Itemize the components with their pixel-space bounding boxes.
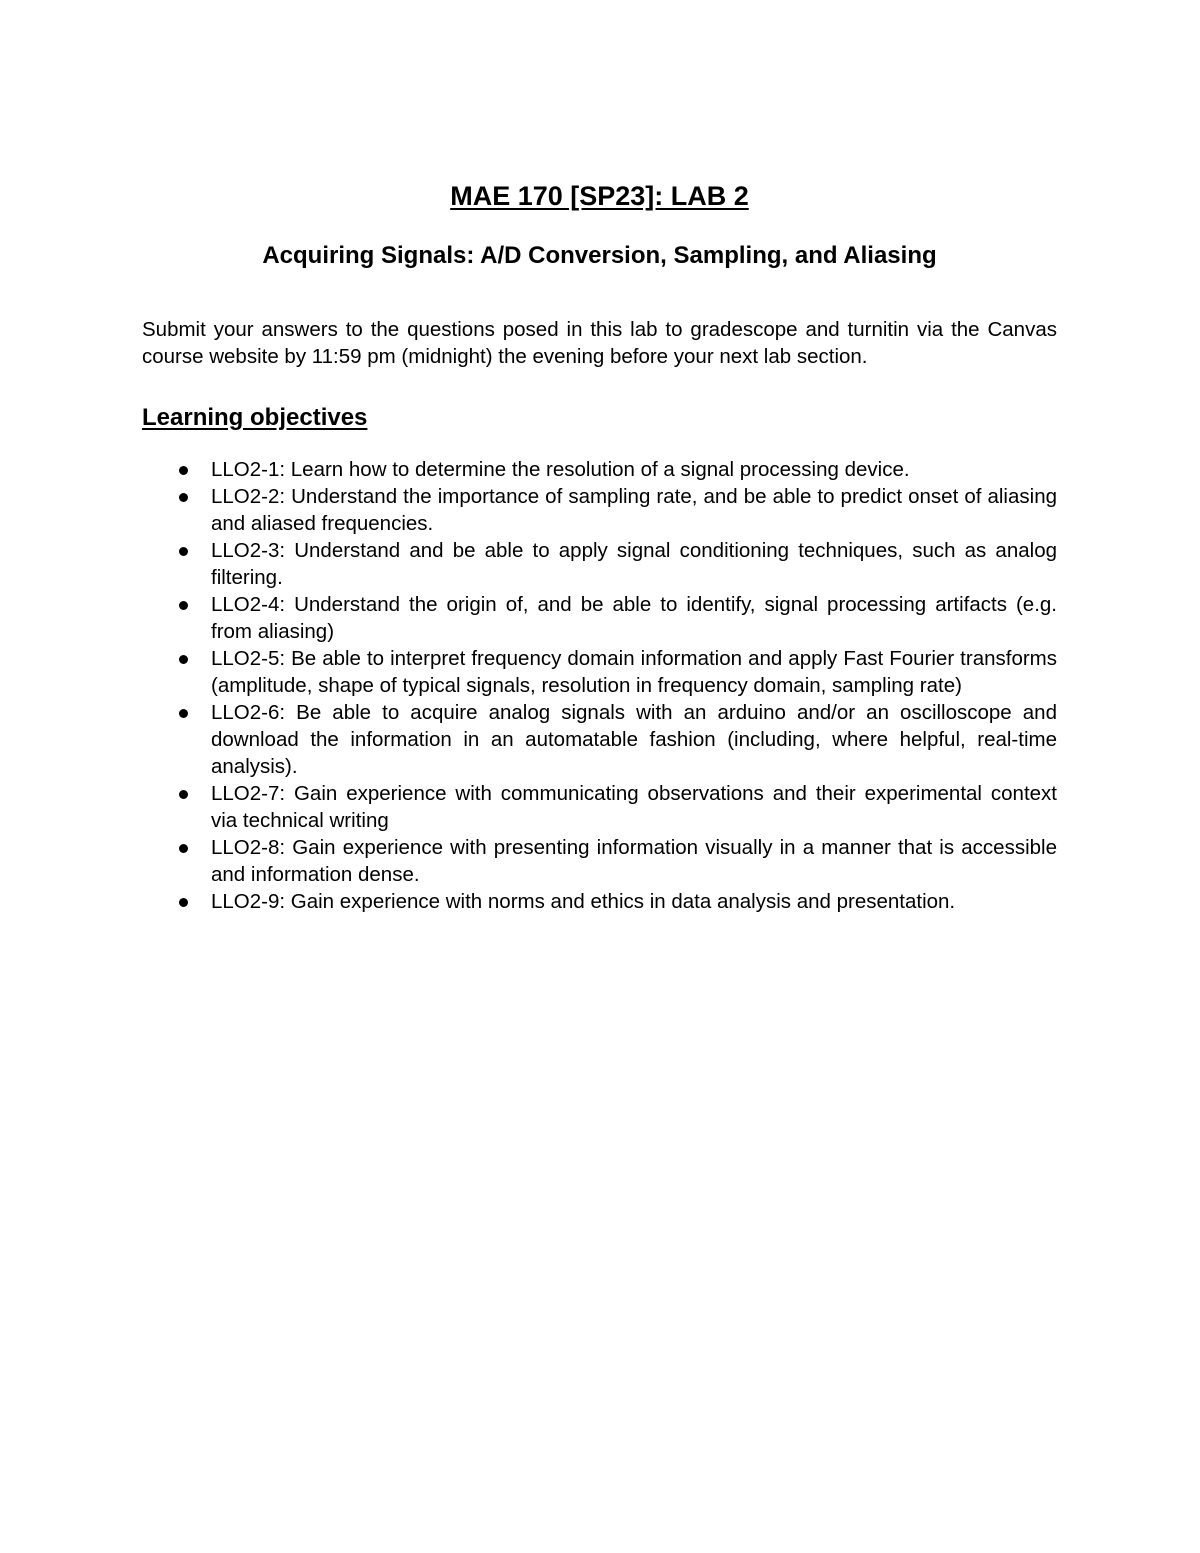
objective-text: LLO2-3: Understand and be able to apply signal conditioning techniques, such as analog filtering. bbox=[211, 538, 1057, 589]
objective-text: LLO2-7: Gain experience with communicating observations and their experimental context via technical writing bbox=[211, 781, 1057, 832]
document-page bbox=[142, 178, 1057, 915]
list-item bbox=[142, 537, 1057, 591]
objective-text: LLO2-9: Gain experience with norms and ethics in data analysis and presentation. bbox=[211, 889, 956, 913]
submission-instructions: Submit your answers to the questions posed in this lab to gradescope and turnitin via the Canvas course website by 11:59 pm (midnight) the evening before your next lab section. bbox=[142, 318, 1057, 368]
list-item bbox=[142, 780, 1057, 834]
bullet-icon bbox=[179, 709, 188, 718]
bullet-icon bbox=[179, 466, 188, 475]
bullet-icon bbox=[179, 655, 188, 664]
bullet-icon bbox=[179, 844, 188, 853]
list-item bbox=[142, 888, 1057, 915]
list-item bbox=[142, 483, 1057, 537]
objective-text: LLO2-6: Be able to acquire analog signals with an arduino and/or an oscilloscope and download the information in an automatable fashion (including, where helpful, real-time analysis). bbox=[211, 700, 1057, 778]
list-item bbox=[142, 645, 1057, 699]
objective-text: LLO2-8: Gain experience with presenting information visually in a manner that is accessible and information dense. bbox=[211, 835, 1057, 886]
document-subtitle: Acquiring Signals: A/D Conversion, Sampling, and Aliasing bbox=[262, 242, 937, 269]
objective-text: LLO2-5: Be able to interpret frequency domain information and apply Fast Fourier transforms (amplitude, shape of typical signals, resolution in frequency domain, sampling rate) bbox=[211, 646, 1057, 697]
learning-objectives-list bbox=[142, 456, 1057, 915]
bullet-icon bbox=[179, 898, 188, 907]
bullet-icon bbox=[179, 493, 188, 502]
document-title: MAE 170 [SP23]: LAB 2 bbox=[450, 181, 749, 211]
bullet-icon bbox=[179, 547, 188, 556]
objective-text: LLO2-1: Learn how to determine the resolution of a signal processing device. bbox=[211, 457, 910, 481]
objective-text: LLO2-4: Understand the origin of, and be able to identify, signal processing artifacts (e.g. from aliasing) bbox=[211, 592, 1057, 643]
list-item bbox=[142, 591, 1057, 645]
objective-text: LLO2-2: Understand the importance of sampling rate, and be able to predict onset of aliasing and aliased frequencies. bbox=[211, 484, 1057, 535]
list-item bbox=[142, 834, 1057, 888]
bullet-icon bbox=[179, 601, 188, 610]
learning-objectives-heading: Learning objectives bbox=[142, 403, 368, 431]
list-item bbox=[142, 699, 1057, 780]
list-item bbox=[142, 456, 1057, 483]
bullet-icon bbox=[179, 790, 188, 799]
